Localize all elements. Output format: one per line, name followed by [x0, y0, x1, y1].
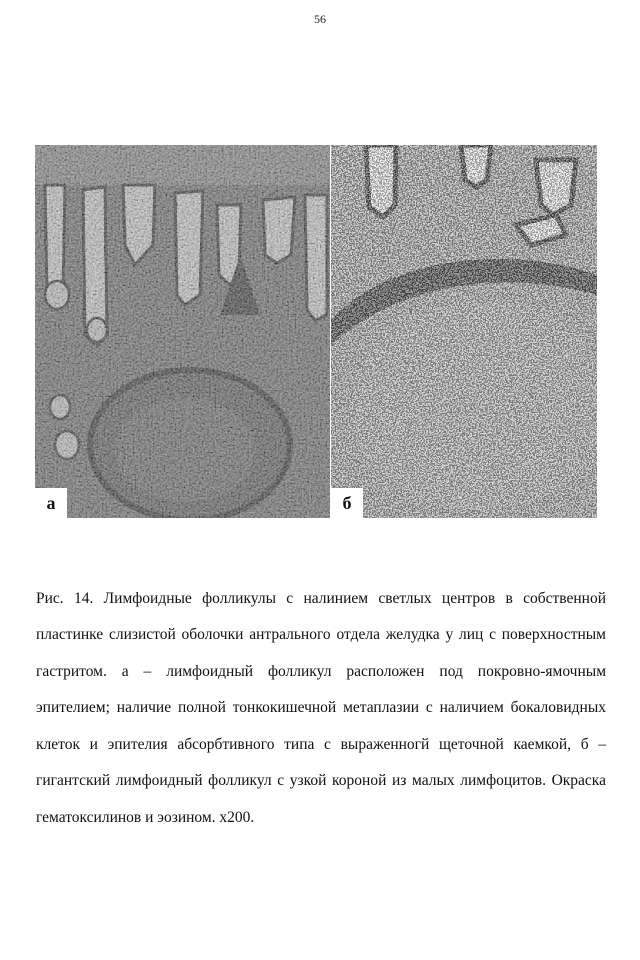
figure-14: [35, 145, 597, 518]
micrograph-a-image: [35, 145, 330, 518]
page-number: 56: [314, 12, 326, 26]
micrograph-panel-b: [331, 145, 597, 518]
micrograph-b-image: [331, 145, 597, 518]
micrograph-panel-a: [35, 145, 330, 518]
figure-caption: Рис. 14. Лимфоидные фолликулы с налинием светлых центров в собственной пластинке слизистой оболочки антрального отдела желудка у лиц с поверхностным гастритом. а – лимфоидный фолликул расположен под покровно-ямочным эпителием; наличие полной тонкокишечной метаплазии с наличием бокаловидных клеток и эпителия абсорбтивного типа с выраженногй щеточной каемкой, б – гигантский лимфоидный фолликул с узкой короной из малых лимфоцитов. Окраска гематоксилинов и эозином. х200.: [36, 589, 606, 827]
panel-label-a: а: [35, 488, 67, 518]
panel-label-b: б: [331, 488, 363, 518]
